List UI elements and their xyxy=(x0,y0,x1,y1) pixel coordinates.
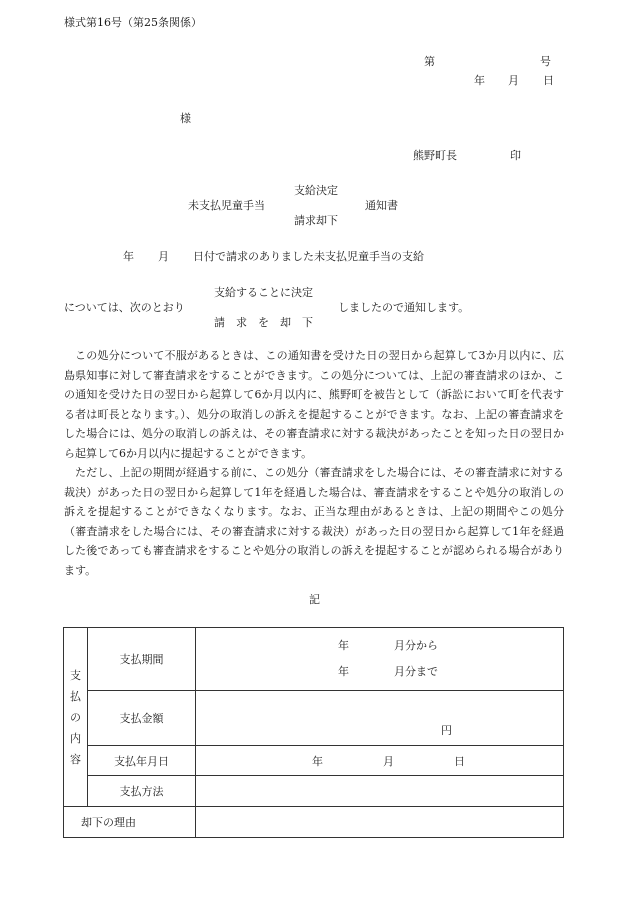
period-to-year: 年 xyxy=(338,665,349,678)
payment-amount-label: 支払金額 xyxy=(88,691,196,746)
appeal-paragraph-2: ただし、上記の期間が経過する前に、この処分（審査請求をした場合には、その審査請求に対する裁決）があった日の翌日から起算して1年を経過した場合は、審査請求をすることや処分の取消しの訴えを提起することができなくなります。なお、正当な理由があるときは、上記の期間やこの処分（審査請求をした場合には、その審査請求に対する裁決）があった日の翌日から起算して1年を経過した後であっても審査請求をすることや処分の取消しの訴えを提起することが認められる場合があります。 xyxy=(64,466,564,577)
payment-contents-group-label xyxy=(64,628,88,807)
rejection-reason-label: 却下の理由 xyxy=(64,807,196,838)
doc-number-suffix: 号 xyxy=(540,55,551,68)
group-label-char: の xyxy=(70,710,81,724)
seal-mark: 印 xyxy=(510,149,521,162)
group-label-char: 容 xyxy=(70,752,81,766)
title-main: 未支払児童手当 xyxy=(188,199,265,212)
date-day: 日 xyxy=(543,74,554,87)
rejection-reason-field[interactable] xyxy=(196,807,564,838)
payment-date-year: 年 xyxy=(312,754,323,768)
date-year: 年 xyxy=(474,74,485,87)
date-month: 月 xyxy=(508,74,519,87)
payment-date-label: 支払年月日 xyxy=(88,746,196,776)
title-option-decision: 支給決定 xyxy=(294,184,338,197)
request-year: 年 xyxy=(123,250,134,263)
period-to-text: 月分まで xyxy=(394,665,438,678)
title-suffix: 通知書 xyxy=(365,199,398,212)
title-option-reject: 請求却下 xyxy=(294,214,338,227)
period-from-year: 年 xyxy=(338,639,349,652)
ki-heading: 記 xyxy=(309,593,320,606)
request-text: 日付で請求のありました未支払児童手当の支給 xyxy=(193,250,424,263)
issuer-name: 熊野町長 xyxy=(413,149,457,162)
request-month: 月 xyxy=(158,250,169,263)
payment-period-field[interactable] xyxy=(196,628,564,691)
group-label-char: 払 xyxy=(70,689,81,703)
amount-unit: 円 xyxy=(441,724,452,737)
row-payment-date xyxy=(64,746,564,776)
row-payment-method xyxy=(64,776,564,807)
group-label-char: 支 xyxy=(70,668,81,682)
payment-period-label: 支払期間 xyxy=(88,628,196,691)
doc-number-prefix: 第 xyxy=(424,55,435,68)
group-label-char: 内 xyxy=(70,731,81,745)
row-payment-amount xyxy=(64,691,564,746)
payment-method-field[interactable] xyxy=(196,776,564,807)
payment-date-field[interactable] xyxy=(196,746,564,776)
addressee-suffix: 様 xyxy=(180,112,191,125)
decision-option-reject: 請 求 を 却 下 xyxy=(214,316,313,329)
decision-prefix: については、次のとおり xyxy=(64,301,185,314)
decision-option-pay: 支給することに決定 xyxy=(214,286,313,299)
period-from-text: 月分から xyxy=(394,639,438,652)
payment-date-day: 日 xyxy=(454,754,465,768)
form-number: 様式第16号（第25条関係） xyxy=(64,16,202,29)
payment-date-month: 月 xyxy=(383,754,394,768)
appeal-notice xyxy=(64,346,564,580)
decision-suffix: しましたので通知します。 xyxy=(338,301,470,314)
payment-amount-field[interactable] xyxy=(196,691,564,746)
payment-details-table xyxy=(63,627,564,838)
payment-method-label: 支払方法 xyxy=(88,776,196,807)
appeal-paragraph-1: この処分について不服があるときは、この通知書を受けた日の翌日から起算して3か月以内に、広島県知事に対して審査請求をすることができます。この処分については、上記の審査請求のほか、この通知を受けた日の翌日から起算して6か月以内に、熊野町を被告として（訴訟において町を代表する者は町長となります。）、処分の取消しの訴えを提起することができます。なお、上記の審査請求をした場合には、処分の取消しの訴えは、その審査請求に対する裁決があったことを知った日の翌日から起算して6か月以内に提起することができます。 xyxy=(64,349,564,460)
row-rejection-reason xyxy=(64,807,564,838)
row-payment-period xyxy=(64,628,564,691)
